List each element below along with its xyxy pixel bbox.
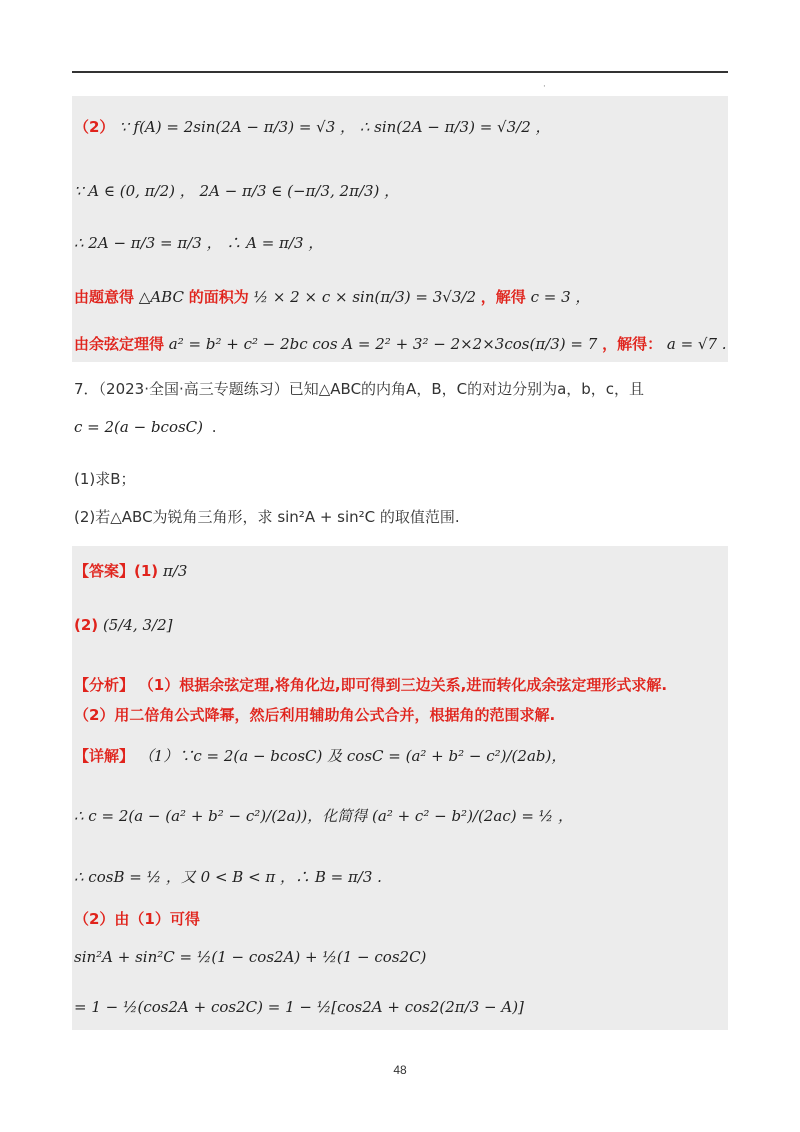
cosine-equation: a² = b² + c² − 2bc cos A = 2² + 3² − 2×2×3cos(π/3) = 7 xyxy=(168,335,598,353)
part2-label: （2） xyxy=(74,118,115,136)
question-7-stem xyxy=(74,378,644,400)
question-7-condition: c = 2(a − bcosC) xyxy=(74,418,204,436)
answer-2-value: (5/4, 3/2] xyxy=(102,616,173,634)
detail-text-3: ∴ cosB = ½ ，又 0 < B < π ，∴ B = π/3 . xyxy=(74,868,382,886)
solution-line-3 xyxy=(74,232,323,254)
detail-text-4: （2）由（1）可得 xyxy=(74,910,200,928)
cosine-prefix: 由余弦定理得 xyxy=(74,335,165,353)
analysis-line-2 xyxy=(74,704,555,726)
question-7-part2 xyxy=(74,506,460,528)
equation-sin-value: ∴ sin(2A − π/3) = √3/2 ， xyxy=(359,118,551,136)
solution-line-2 xyxy=(74,180,399,202)
analysis-label: 【分析】 xyxy=(74,676,135,694)
page-number: 48 xyxy=(393,1063,407,1077)
solution-line-1 xyxy=(74,116,551,138)
equation-range-A: ∵ A ∈ (0, π/2) ， 2A − π/3 ∈ (−π/3, 2π/3) ， xyxy=(74,182,400,200)
question-7-part2-text: (2)若△ABC为锐角三角形，求 sin²A + sin²C 的取值范围. xyxy=(74,508,460,526)
area-prefix: 由题意得 xyxy=(74,288,135,306)
question-7-part1-text: (1)求B； xyxy=(74,470,136,488)
detail-text-1: （1）∵c = 2(a − bcosC) 及 cosC = (a² + b² − c²)/(2ab)， xyxy=(138,747,567,765)
header-rule xyxy=(72,71,728,73)
question-7-condition-line xyxy=(74,416,217,438)
header-mark: · xyxy=(543,82,546,92)
equation-f-of-A: ∵ f(A) = 2sin(2A − π/3) = √3 ， xyxy=(119,118,356,136)
area-equation: ½ × 2 × c × sin(π/3) = 3√3/2 xyxy=(253,288,476,306)
solution-line-5 xyxy=(74,333,727,355)
solution-line-4 xyxy=(74,286,590,308)
cosine-result: a = √7 . xyxy=(666,335,727,353)
area-result: c = 3 ， xyxy=(530,288,591,306)
area-solve: ，解得 xyxy=(480,288,526,306)
detail-text-2: ∴ c = 2(a − (a² + b² − c²)/(2a))，化简得 (a² + c² − b²)/(2ac) = ½ ， xyxy=(74,807,573,825)
question-7-text: 7．（2023·全国·高三专题练习）已知△ABC的内角A，B，C的对边分别为a，b，c，且 xyxy=(74,380,645,398)
detail-line-2 xyxy=(74,805,573,827)
question-7-period: . xyxy=(211,418,217,436)
cosine-solve: ，解得： xyxy=(602,335,663,353)
detail-line-4 xyxy=(74,908,200,930)
detail-line-6 xyxy=(74,996,524,1018)
question-7-part1 xyxy=(74,468,136,490)
analysis-text-2: （2）用二倍角公式降幂，然后利用辅助角公式合并，根据角的范围求解. xyxy=(74,706,556,724)
analysis-text-1: （1）根据余弦定理,将角化边,即可得到三边关系,进而转化成余弦定理形式求解. xyxy=(138,676,668,694)
detail-text-5: sin²A + sin²C = ½(1 − cos2A) + ½(1 − cos2C) xyxy=(74,948,427,966)
detail-label: 【详解】 xyxy=(74,747,135,765)
detail-line-5 xyxy=(74,946,426,968)
answer-label: 【答案】(1) xyxy=(74,562,159,580)
detail-line-3 xyxy=(74,866,382,888)
equation-solve-A: ∴ 2A − π/3 = π/3 ， ∴ A = π/3 ， xyxy=(74,234,324,252)
detail-text-6: = 1 − ½(cos2A + cos2C) = 1 − ½[cos2A + cos2(2π/3 − A)] xyxy=(74,998,524,1016)
analysis-line-1 xyxy=(74,674,667,696)
triangle-label: △ABC xyxy=(138,288,184,306)
answer-1-value: π/3 xyxy=(162,562,188,580)
answer-line-1 xyxy=(74,560,187,582)
answer-line-2 xyxy=(74,614,172,636)
area-mid: 的面积为 xyxy=(188,288,249,306)
detail-line-1 xyxy=(74,745,566,767)
answer-2-label: (2) xyxy=(74,616,99,634)
